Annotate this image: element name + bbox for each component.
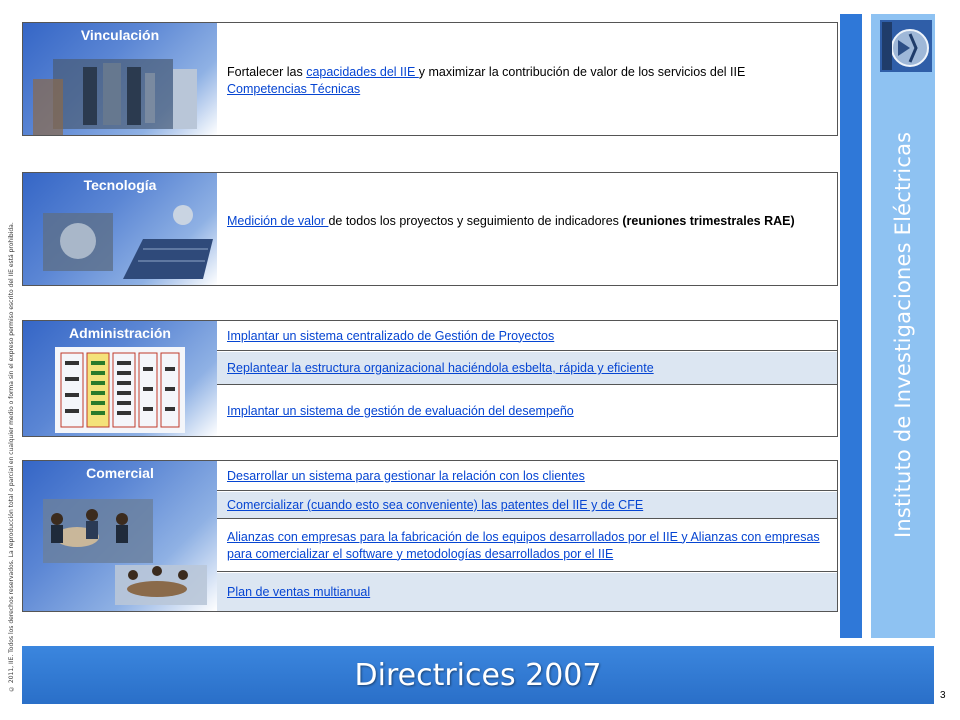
tecnologia-bold-text: (reuniones trimestrales RAE)	[622, 214, 795, 228]
tecnologia-image	[23, 173, 217, 285]
comercial-image	[23, 461, 217, 611]
section-vinculacion	[22, 22, 838, 136]
slide-title: Directrices 2007	[354, 657, 602, 693]
list-item	[217, 520, 837, 572]
medicion-valor-link[interactable]: Medición de valor	[227, 214, 329, 228]
competencias-link[interactable]: Competencias Técnicas	[227, 82, 361, 96]
comercial-body	[217, 461, 837, 611]
tecnologia-body	[217, 173, 837, 285]
capacidades-link[interactable]: capacidades del IIE	[306, 65, 419, 79]
accent-strip	[840, 14, 862, 638]
copyright-notice: © 2011, IIE. Todos los derechos reservados. La reproducción total o parcial en cualquier medio o forma sin el expreso permiso escrito del IIE está prohibida.	[8, 222, 15, 692]
evaluacion-desempeno-link[interactable]: Implantar un sistema de gestión de evaluación del desempeño	[227, 404, 574, 418]
vinculacion-text: Fortalecer las	[227, 65, 307, 79]
section-label: Tecnología	[83, 177, 157, 193]
relacion-clientes-link[interactable]: Desarrollar un sistema para gestionar la relación con los clientes	[227, 468, 585, 483]
section-administracion	[22, 320, 838, 437]
plan-ventas-link[interactable]: Plan de ventas multianual	[227, 585, 371, 599]
org-chart-image	[55, 347, 185, 433]
patentes-link[interactable]: Comercializar (cuando esto sea conveniente) las patentes del IIE y de CFE	[227, 498, 644, 512]
section-tecnologia	[22, 172, 838, 286]
vinculacion-image	[23, 23, 217, 135]
business-meeting-photo	[37, 489, 213, 607]
vinculacion-body	[217, 23, 837, 135]
section-label: Comercial	[86, 465, 154, 481]
list-item	[217, 573, 837, 611]
list-item	[217, 321, 837, 351]
list-item	[217, 461, 837, 491]
list-item	[217, 386, 837, 436]
gestion-proyectos-link[interactable]: Implantar un sistema centralizado de Gestión de Proyectos	[227, 328, 555, 343]
turbine-photo	[33, 49, 203, 135]
iie-logo-icon	[880, 20, 932, 72]
section-label: Vinculación	[80, 27, 160, 43]
administracion-image	[23, 321, 217, 436]
list-item	[217, 492, 837, 519]
section-label: Administración	[69, 325, 171, 341]
page-number: 3	[940, 690, 946, 701]
administracion-body	[217, 321, 837, 436]
vinculacion-text-2: y maximizar la contribución de valor de los servicios del IIE	[418, 65, 746, 79]
institute-name: Instituto de Investigaciones Eléctricas	[891, 131, 915, 539]
tecnologia-text: de todos los proyectos y seguimiento de indicadores	[328, 214, 623, 228]
estructura-organizacional-link[interactable]: Replantear la estructura organizacional haciéndola esbelta, rápida y eficiente	[227, 361, 654, 375]
section-comercial	[22, 460, 838, 612]
alianzas-link[interactable]: Alianzas con empresas para la fabricación de los equipos desarrollados por el IIE y Alianzas con empresas para comercializar el software y metodologías desarrollados por el IIE	[227, 529, 820, 561]
technology-photo	[33, 199, 213, 285]
list-item	[217, 352, 837, 385]
